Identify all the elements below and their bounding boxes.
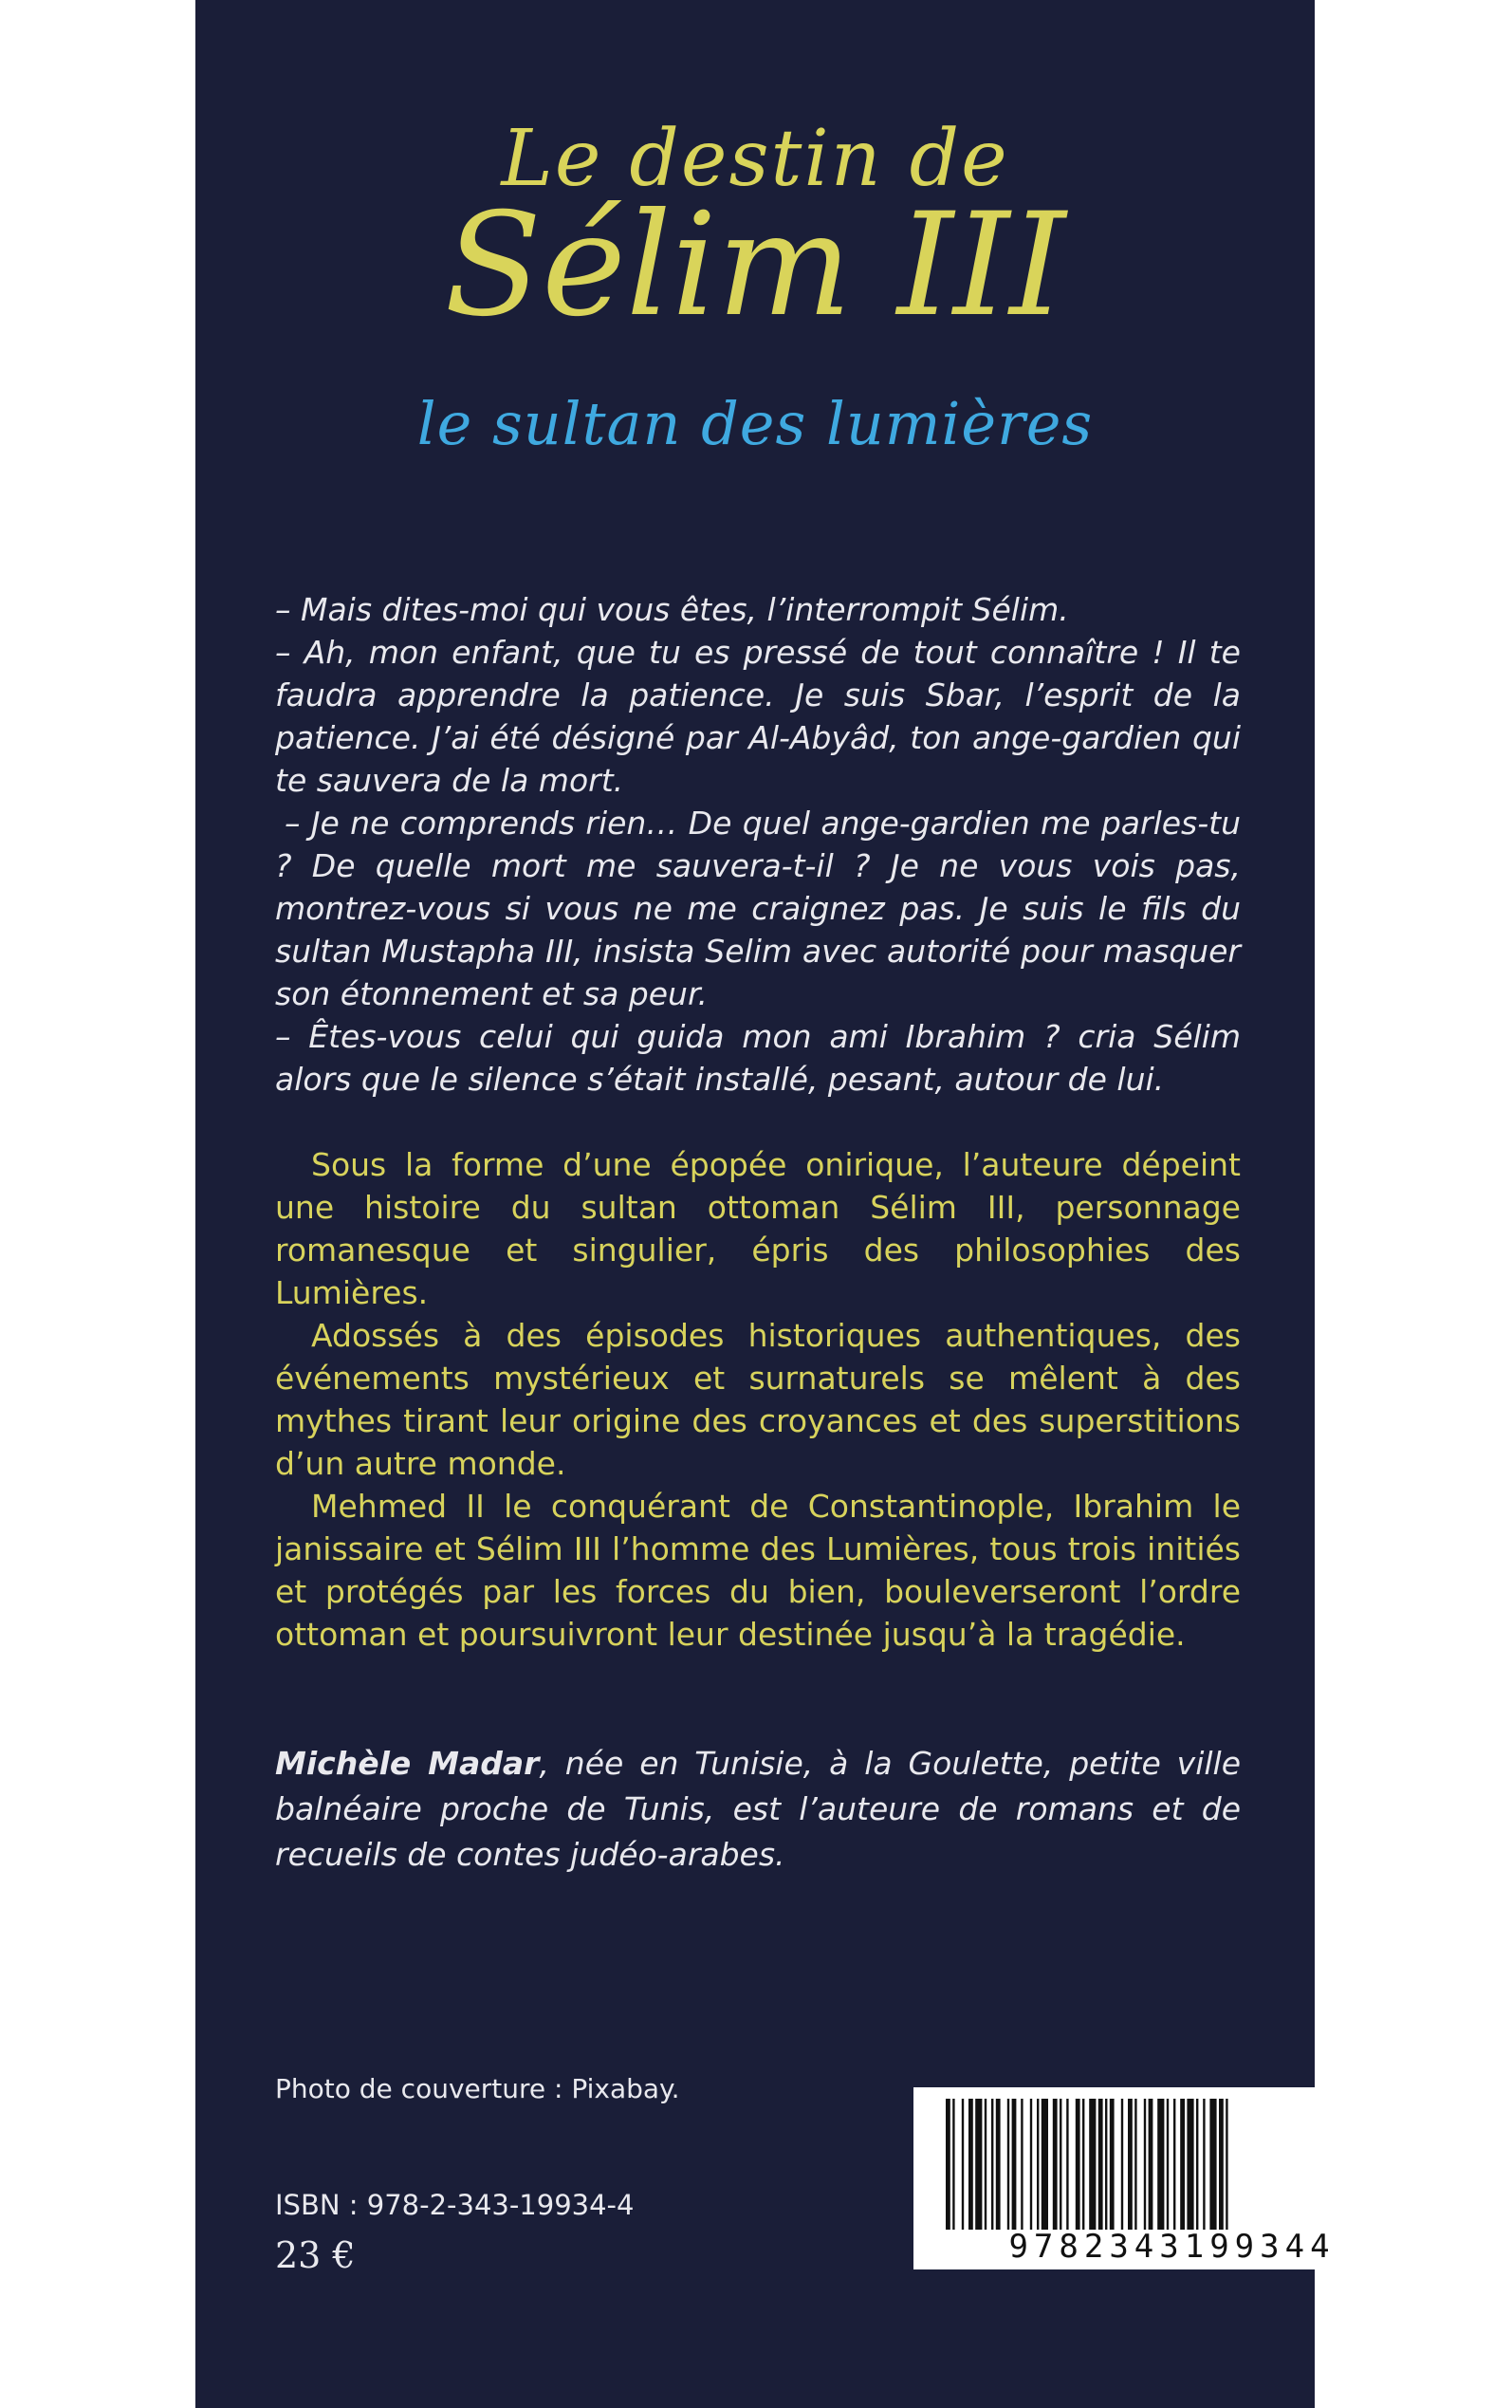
barcode-bar bbox=[1203, 2099, 1205, 2230]
author-bio-text: , née en Tunisie, à la Goulette, petite ville balnéaire proche de Tunis, est l’auteure de romans et de recueils de contes judéo-arabes. bbox=[275, 1745, 1241, 1873]
barcode-bar bbox=[1144, 2099, 1146, 2230]
barcode-bar bbox=[962, 2099, 964, 2230]
barcode-bar bbox=[975, 2099, 982, 2230]
barcode bbox=[913, 2087, 1430, 2269]
photo-credit: Photo de couverture : Pixabay. bbox=[275, 2073, 680, 2104]
summary-paragraph: Sous la forme d’une épopée onirique, l’auteure dépeint une histoire du sultan ottoman Sélim III, personnage romanesque et singulier, épris des philosophies des Lumières. bbox=[275, 1146, 1241, 1311]
barcode-bar bbox=[1167, 2099, 1169, 2230]
barcode-bar bbox=[1209, 2099, 1216, 2230]
author-name: Michèle Madar bbox=[275, 1745, 540, 1782]
barcode-bar bbox=[1105, 2099, 1107, 2230]
barcode-digits: 9782343199344 bbox=[1008, 2228, 1336, 2266]
barcode-bar bbox=[1121, 2099, 1123, 2230]
book-summary bbox=[275, 1143, 1241, 1656]
isbn: ISBN : 978-2-343-19934-4 bbox=[275, 2189, 635, 2221]
barcode-bar bbox=[991, 2099, 993, 2230]
barcode-bar bbox=[1007, 2099, 1009, 2230]
barcode-bar bbox=[1060, 2099, 1061, 2230]
barcode-bars bbox=[942, 2099, 1402, 2230]
barcode-bar bbox=[1098, 2099, 1103, 2230]
barcode-bar bbox=[1180, 2099, 1185, 2230]
barcode-bar bbox=[1226, 2099, 1227, 2230]
barcode-bar bbox=[1066, 2099, 1068, 2230]
barcode-bar bbox=[1076, 2099, 1080, 2230]
barcode-bar bbox=[1053, 2099, 1058, 2230]
price: 23 € bbox=[275, 2234, 356, 2276]
barcode-bar bbox=[1173, 2099, 1175, 2230]
back-cover bbox=[195, 0, 1336, 2408]
title-subtitle: le sultan des lumières bbox=[416, 389, 1094, 458]
barcode-bar bbox=[952, 2099, 954, 2230]
barcode-bar bbox=[1149, 2099, 1153, 2230]
barcode-bar bbox=[946, 2099, 950, 2230]
barcode-bar bbox=[985, 2099, 986, 2230]
book-excerpt bbox=[275, 588, 1241, 1101]
title-main: Sélim III bbox=[444, 183, 1066, 348]
barcode-bar bbox=[1187, 2099, 1193, 2230]
barcode-bar bbox=[1110, 2099, 1115, 2230]
author-bio bbox=[275, 1741, 1241, 1878]
barcode-bar bbox=[1012, 2099, 1017, 2230]
barcode-bar bbox=[1128, 2099, 1133, 2230]
barcode-bar bbox=[1157, 2099, 1164, 2230]
barcode-bar bbox=[1037, 2099, 1039, 2230]
excerpt-paragraph: – Je ne comprends rien… De quel ange-gardien me parles-tu ? De quelle mort me sauvera-t-il ? Je ne vous vois pas, montrez-vous si vous ne me craignez pas. Je suis le fils du sultan Mustapha III, insista Selim avec autorité pour masquer son étonnement et sa peur. bbox=[275, 805, 1241, 1012]
barcode-bar bbox=[1042, 2099, 1048, 2230]
title-line-1: Le destin de bbox=[501, 114, 1009, 204]
barcode-bar bbox=[1196, 2099, 1198, 2230]
barcode-bar bbox=[1082, 2099, 1084, 2230]
excerpt-paragraph: – Ah, mon enfant, que tu es pressé de tout connaître ! Il te faudra apprendre la patience. Je suis Sbar, l’esprit de la patience. J’ai été désigné par Al-Abyâd, ton ange-gardien qui te sauvera de la mort. bbox=[275, 634, 1241, 799]
barcode-bar bbox=[1219, 2099, 1224, 2230]
barcode-bar bbox=[968, 2099, 973, 2230]
summary-paragraph: Adossés à des épisodes historiques authentiques, des événements mystérieux et surnaturels se mêlent à des mythes tirant leur origine des croyances et des superstitions d’un autre monde. bbox=[275, 1317, 1241, 1482]
barcode-bar bbox=[996, 2099, 1001, 2230]
barcode-bar bbox=[1021, 2099, 1023, 2230]
excerpt-paragraph: – Êtes-vous celui qui guida mon ami Ibrahim ? cria Sélim alors que le silence s’était installé, pesant, autour de lui. bbox=[275, 1018, 1241, 1098]
excerpt-paragraph: – Mais dites-moi qui vous êtes, l’interrompit Sélim. bbox=[275, 591, 1069, 628]
barcode-bar bbox=[1030, 2099, 1032, 2230]
barcode-bar bbox=[1134, 2099, 1136, 2230]
summary-paragraph: Mehmed II le conquérant de Constantinople, Ibrahim le janissaire et Sélim III l’homme des Lumières, tous trois initiés et protégés par les forces du bien, bouleverseront l’ordre ottoman et poursuivront leur destinée jusqu’à la tragédie. bbox=[275, 1488, 1241, 1653]
barcode-bar bbox=[1089, 2099, 1096, 2230]
